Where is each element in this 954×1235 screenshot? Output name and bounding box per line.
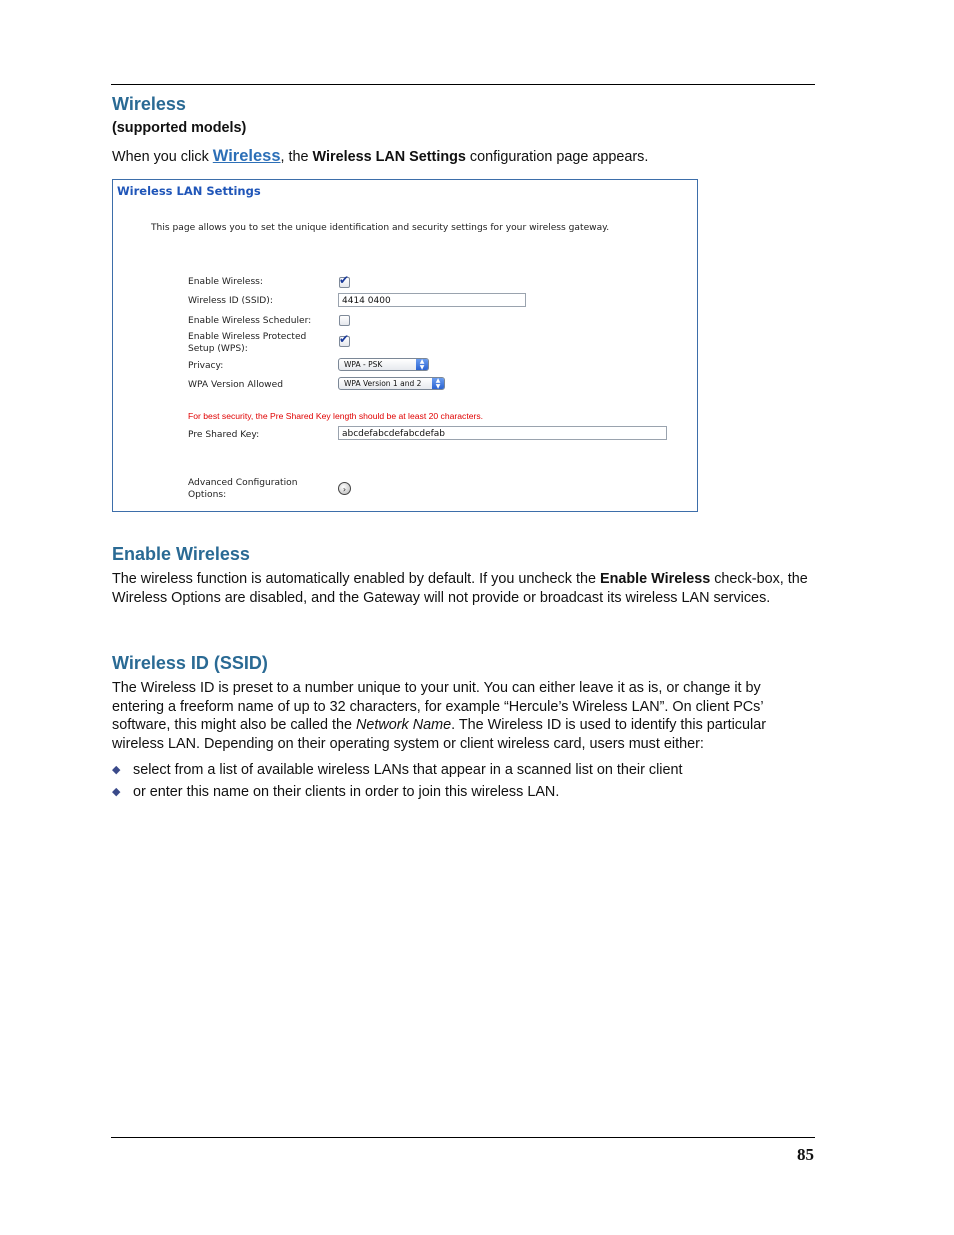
- advanced-label-line2: Options:: [188, 490, 227, 500]
- privacy-select-value: WPA - PSK: [344, 360, 383, 369]
- bullet-text: or enter this name on their clients in order to join this wireless LAN.: [133, 784, 560, 800]
- wpa-version-label: WPA Version Allowed: [188, 380, 283, 390]
- updown-arrow-icon: ▲ ▼: [432, 378, 444, 389]
- psk-input[interactable]: abcdefabcdefabcdefab: [338, 426, 667, 440]
- wireless-id-paragraph: [112, 679, 812, 754]
- panel-title: Wireless LAN Settings: [117, 184, 261, 198]
- top-rule: [111, 84, 815, 85]
- bullet-text: select from a list of available wireless LANs that appear in a scanned list on their client: [133, 762, 683, 778]
- privacy-label: Privacy:: [188, 361, 224, 371]
- wps-checkbox[interactable]: [339, 332, 350, 347]
- enable-wireless-text-after: check-box, the Wireless Options are disabled, and the Gateway will not provide or broadcast its wireless LAN services.: [112, 571, 808, 606]
- privacy-select[interactable]: [338, 358, 429, 371]
- chevron-right-circle-icon: ›: [342, 485, 347, 494]
- wireless-id-italic: Network Name: [355, 717, 452, 734]
- enable-wireless-paragraph: [112, 570, 812, 607]
- psk-warning: For best security, the Pre Shared Key length should be at least 20 characters.: [188, 411, 484, 421]
- panel-intro: This page allows you to set the unique identification and security settings for your wireless gateway.: [151, 223, 610, 233]
- intro-bold-text: Wireless LAN Settings: [312, 149, 466, 165]
- wpa-version-select[interactable]: [338, 377, 445, 390]
- wps-label-line2: Setup (WPS):: [188, 344, 248, 354]
- intro-paragraph: [112, 147, 812, 167]
- check-icon: ✔: [339, 332, 350, 346]
- page-number: 85: [797, 1145, 814, 1164]
- wireless-id-text-before: The Wireless ID is preset to a number unique to your unit. You can either leave it as is, or change it by entering a freeform name of up to 32 characters, for example “Hercule’s Wireless LAN”. On client PCs’ software, this might also be called the: [112, 680, 764, 734]
- diamond-bullet-icon: ◆: [112, 786, 121, 798]
- wireless-link[interactable]: Wireless: [212, 147, 281, 165]
- scheduler-checkbox[interactable]: [339, 315, 350, 326]
- advanced-label-line1: Advanced Configuration: [188, 478, 298, 488]
- scheduler-label: Enable Wireless Scheduler:: [188, 316, 312, 326]
- wps-label: [188, 331, 306, 355]
- wireless-id-text-after: . The Wireless ID is used to identify this particular wireless LAN. Depending on their operating system or client wireless card, users must either:: [112, 717, 766, 753]
- intro-text-before: When you click: [112, 149, 213, 165]
- wireless-lan-settings-screenshot: [112, 179, 698, 512]
- intro-text-mid: , the: [280, 149, 313, 165]
- bottom-rule: [111, 1137, 815, 1138]
- enable-wireless-checkbox[interactable]: [339, 273, 350, 288]
- intro-text-after: configuration page appears.: [465, 149, 649, 165]
- advanced-options-button[interactable]: [338, 482, 351, 495]
- psk-label: Pre Shared Key:: [188, 430, 260, 440]
- updown-arrow-icon: ▲ ▼: [416, 359, 428, 370]
- diamond-bullet-icon: ◆: [112, 764, 121, 776]
- wps-label-line1: Enable Wireless Protected: [188, 332, 307, 342]
- section-title: Wireless: [112, 94, 186, 114]
- wireless-id-heading: Wireless ID (SSID): [112, 653, 268, 673]
- enable-wireless-text-before: The wireless function is automatically enabled by default. If you uncheck the: [112, 571, 600, 587]
- section-subtitle: (supported models): [112, 120, 247, 136]
- enable-wireless-heading: Enable Wireless: [112, 544, 250, 564]
- ssid-label: Wireless ID (SSID):: [188, 296, 273, 306]
- advanced-label: [188, 477, 297, 501]
- ssid-input[interactable]: 4414 0400: [338, 293, 526, 307]
- wpa-version-select-value: WPA Version 1 and 2: [344, 379, 422, 388]
- enable-wireless-label: Enable Wireless:: [188, 277, 263, 287]
- check-icon: ✔: [339, 273, 350, 287]
- enable-wireless-bold: Enable Wireless: [599, 571, 711, 587]
